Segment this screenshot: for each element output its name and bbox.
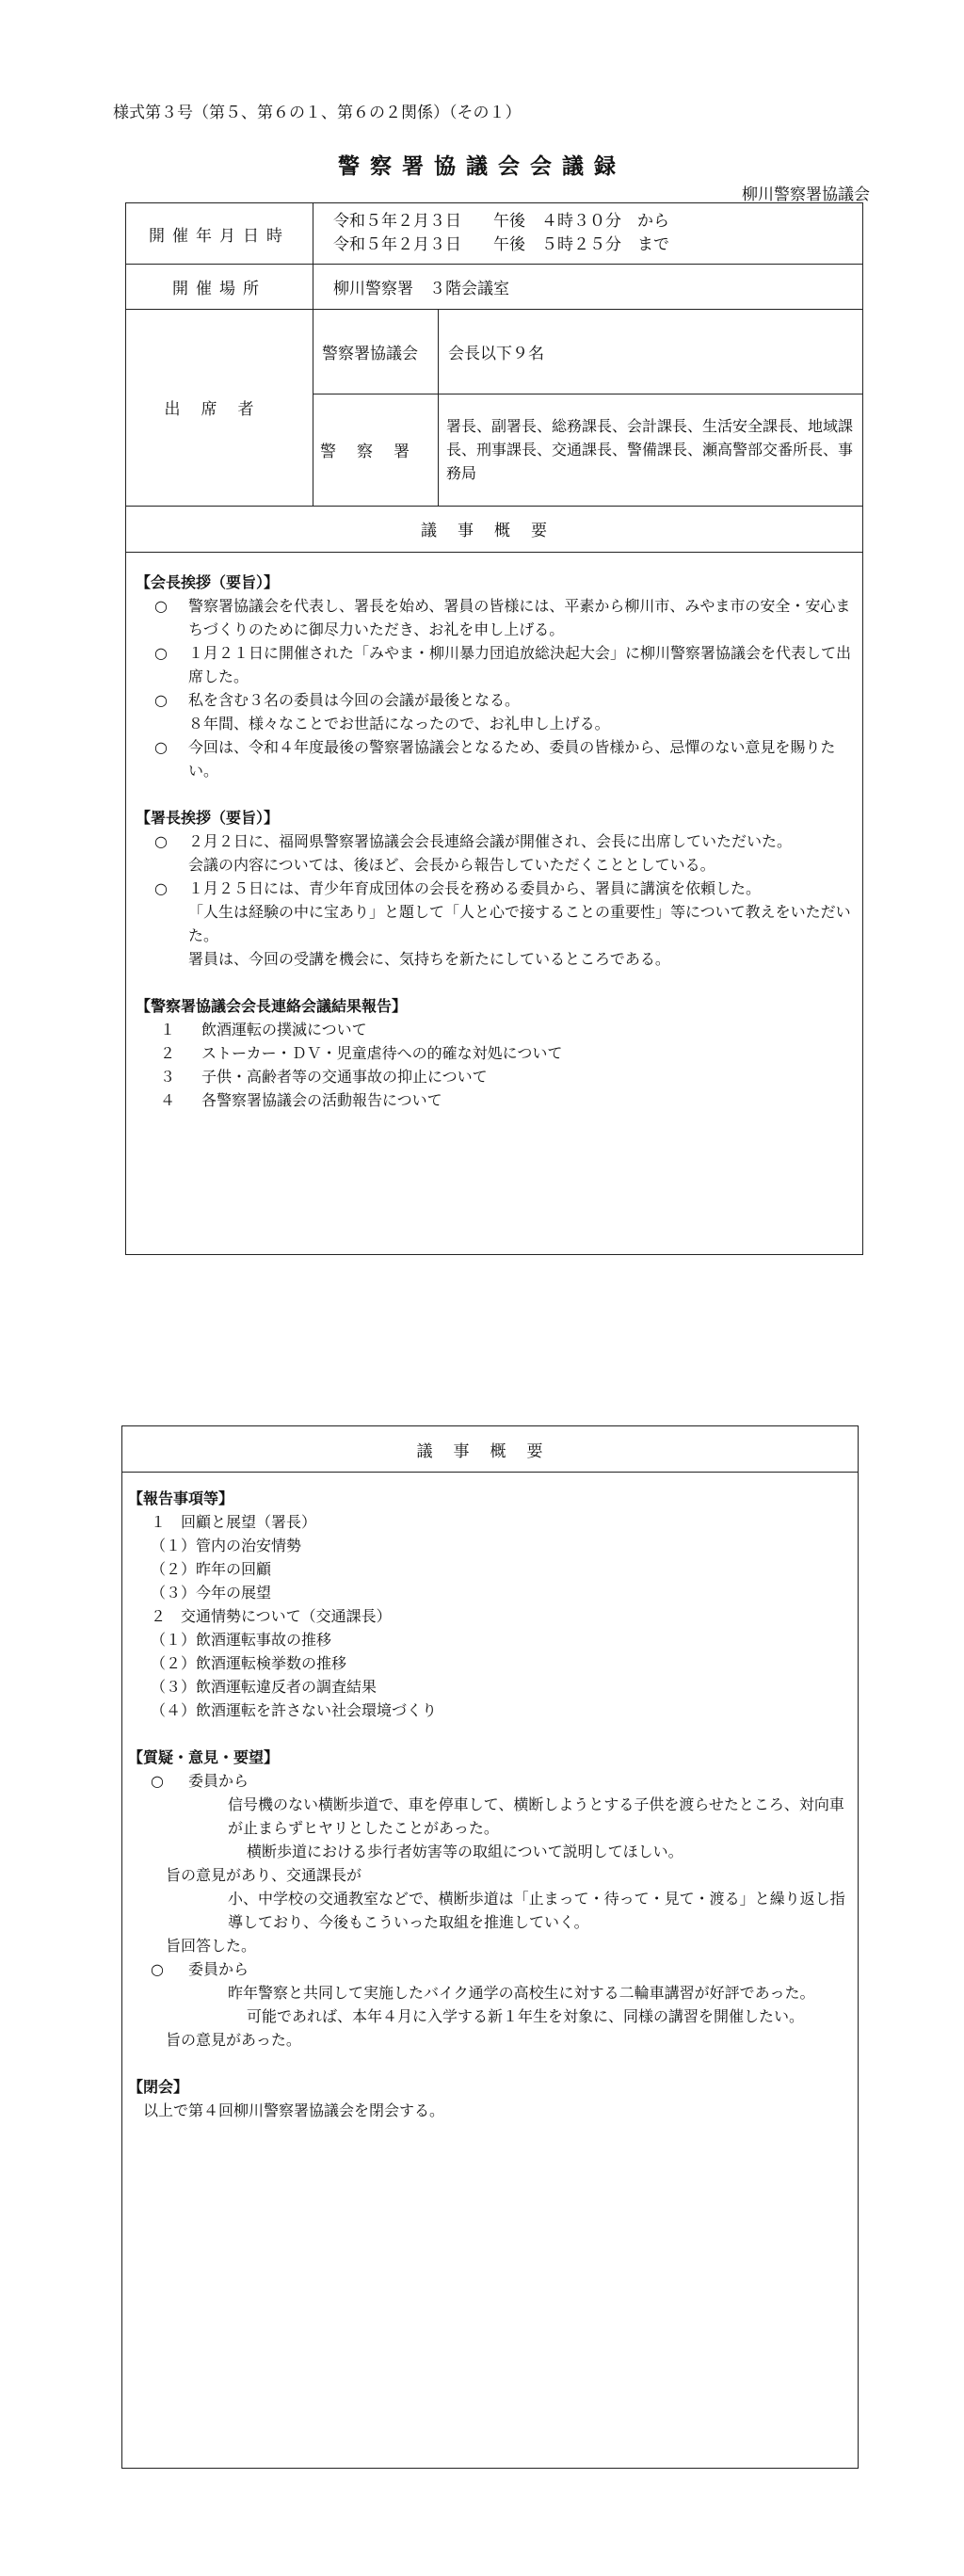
police-value: 署長、副署長、総務課長、会計課長、生活安全課長、地域課長、刑事課長、交通課長、警備課長、瀬高警部交番所長、事務局: [446, 417, 854, 482]
liaison-report-heading: 【警察署協議会会長連絡会議結果報告】: [136, 997, 408, 1015]
statement-text: 可能であれば、本年４月に入学する新１年生を対象に、同様の講習を開催したい。: [247, 2007, 805, 2025]
rule: [126, 552, 862, 553]
list-item: ○ １月２１日に開催された「みやま・柳川暴力団追放総決起大会」に柳川警察署協議会を代表して出席した。: [154, 644, 852, 685]
list-item: ３ 子供・高齢者等の交通事故の抑止について: [160, 1068, 488, 1086]
council-value: 会長以下９名: [448, 344, 544, 363]
statement-text: 横断歩道における歩行者妨害等の取組について説明してほしい。: [247, 1843, 683, 1860]
list-item: １ 飲酒運転の撲滅について: [160, 1021, 367, 1038]
summary-body: [136, 571, 853, 1112]
closing-text: 以上で第４回柳川警察署協議会を閉会する。: [143, 2101, 445, 2119]
list-item: 会議の内容については、後ほど、会長から報告していただくこととしている。: [188, 856, 715, 874]
list-item: ○ ２月２日に、福岡県警察署協議会会長連絡会議が開催され、会長に出席していただいた。: [154, 832, 792, 850]
chair-greeting-heading: 【会長挨拶（要旨）】: [136, 573, 280, 591]
closing-heading: 【閉会】: [128, 2078, 189, 2096]
list-item: ○ 今回は、令和４年度最後の警察署協議会となるため、委員の皆様から、忌憚のない意見を賜りたい。: [154, 738, 836, 780]
statement-text: 信号機のない横断歩道で、車を停車して、横断しようとする子供を渡らせたところ、対向車が止まらずヒヤリとしたことがあった。: [228, 1795, 844, 1837]
summary-body: [128, 1487, 849, 2122]
place-value: 柳川警察署 ３階会議室: [333, 279, 509, 298]
statement-text: 小、中学校の交通教室などで、横断歩道は「止まって・待って・見て・渡る」と繰り返し指導しており、今後もこういった取組を推進していく。: [228, 1890, 845, 1931]
list-item: （４）飲酒運転を許さない社会環境づくり: [151, 1701, 438, 1719]
questions-heading: 【質疑・意見・要望】: [128, 1748, 280, 1766]
rule: [122, 1472, 858, 1473]
summary-header: 議事概要: [416, 1441, 564, 1461]
form-number: 様式第３号（第５、第６の１、第６の２関係）（その１）: [113, 104, 522, 122]
date-start: 令和５年２月３日 午後 ４時３０分 から: [333, 212, 669, 231]
list-item: 署員は、今回の受講を機会に、気持ちを新たにしているところである。: [188, 950, 670, 968]
council-label: 警察署協議会: [322, 344, 418, 363]
minutes-table-continued: [121, 1425, 859, 2469]
minutes-table: [125, 202, 863, 1255]
list-item: 「人生は経験の中に宝あり」と題して「人と心で接することの重要性」等について教えをいただいた。: [188, 903, 851, 944]
statement-text: 旨の意見があった。: [166, 2031, 301, 2049]
list-item: （１）飲酒運転事故の推移: [151, 1631, 332, 1649]
date-end: 令和５年２月３日 午後 ５時２５分 まで: [333, 235, 669, 254]
list-item: ４ 各警察署協議会の活動報告について: [160, 1091, 442, 1109]
list-item: ○ 委員から: [151, 1772, 249, 1790]
list-item: ２ 交通情勢について（交通課長）: [151, 1607, 392, 1625]
attendees-label: 出席者: [164, 400, 275, 419]
statement-text: 旨の意見があり、交通課長が: [166, 1866, 362, 1884]
document-title: 警察署協議会会議録: [338, 153, 626, 179]
statement-text: 旨回答した。: [166, 1937, 257, 1955]
list-item: （３）飲酒運転違反者の調査結果: [151, 1678, 378, 1696]
list-item: （３）今年の展望: [151, 1584, 272, 1602]
date-value: [333, 203, 860, 264]
chief-greeting-heading: 【署長挨拶（要旨）】: [136, 809, 280, 827]
list-item: ○ １月２５日には、青少年育成団体の会長を務める委員から、署員に講演を依頼した。: [154, 879, 762, 897]
list-item: １ 回顧と展望（署長）: [151, 1513, 317, 1531]
summary-header: 議事概要: [421, 522, 568, 540]
list-item: （２）昨年の回顧: [151, 1560, 272, 1578]
place-label: 開催場所: [172, 279, 266, 298]
issuer-name: 柳川警察署協議会: [742, 185, 870, 204]
rule: [438, 309, 439, 506]
list-item: ○ 警察署協議会を代表し、署長を始め、署員の皆様には、平素から柳川市、みやま市の安全・安心まちづくりのために御尽力いただき、お礼を申し上げる。: [154, 597, 851, 638]
list-item: ○ 委員から: [151, 1960, 249, 1978]
list-item: （１）管内の治安情勢: [151, 1537, 302, 1554]
statement-text: 昨年警察と共同して実施したバイク通学の高校生に対する二輪車講習が好評であった。: [228, 1984, 815, 2002]
list-item: ８年間、様々なことでお世話になったので、お礼申し上げる。: [188, 715, 610, 733]
list-item: （２）飲酒運転検挙数の推移: [151, 1654, 347, 1672]
list-item: ２ ストーカー・ＤＶ・児童虐待への的確な対処について: [160, 1044, 563, 1062]
report-items-heading: 【報告事項等】: [128, 1489, 234, 1507]
date-label: 開催年月日時: [149, 226, 290, 246]
police-label: 警察署: [320, 443, 430, 461]
list-item: ○ 私を含む３名の委員は今回の会議が最後となる。: [154, 691, 521, 709]
